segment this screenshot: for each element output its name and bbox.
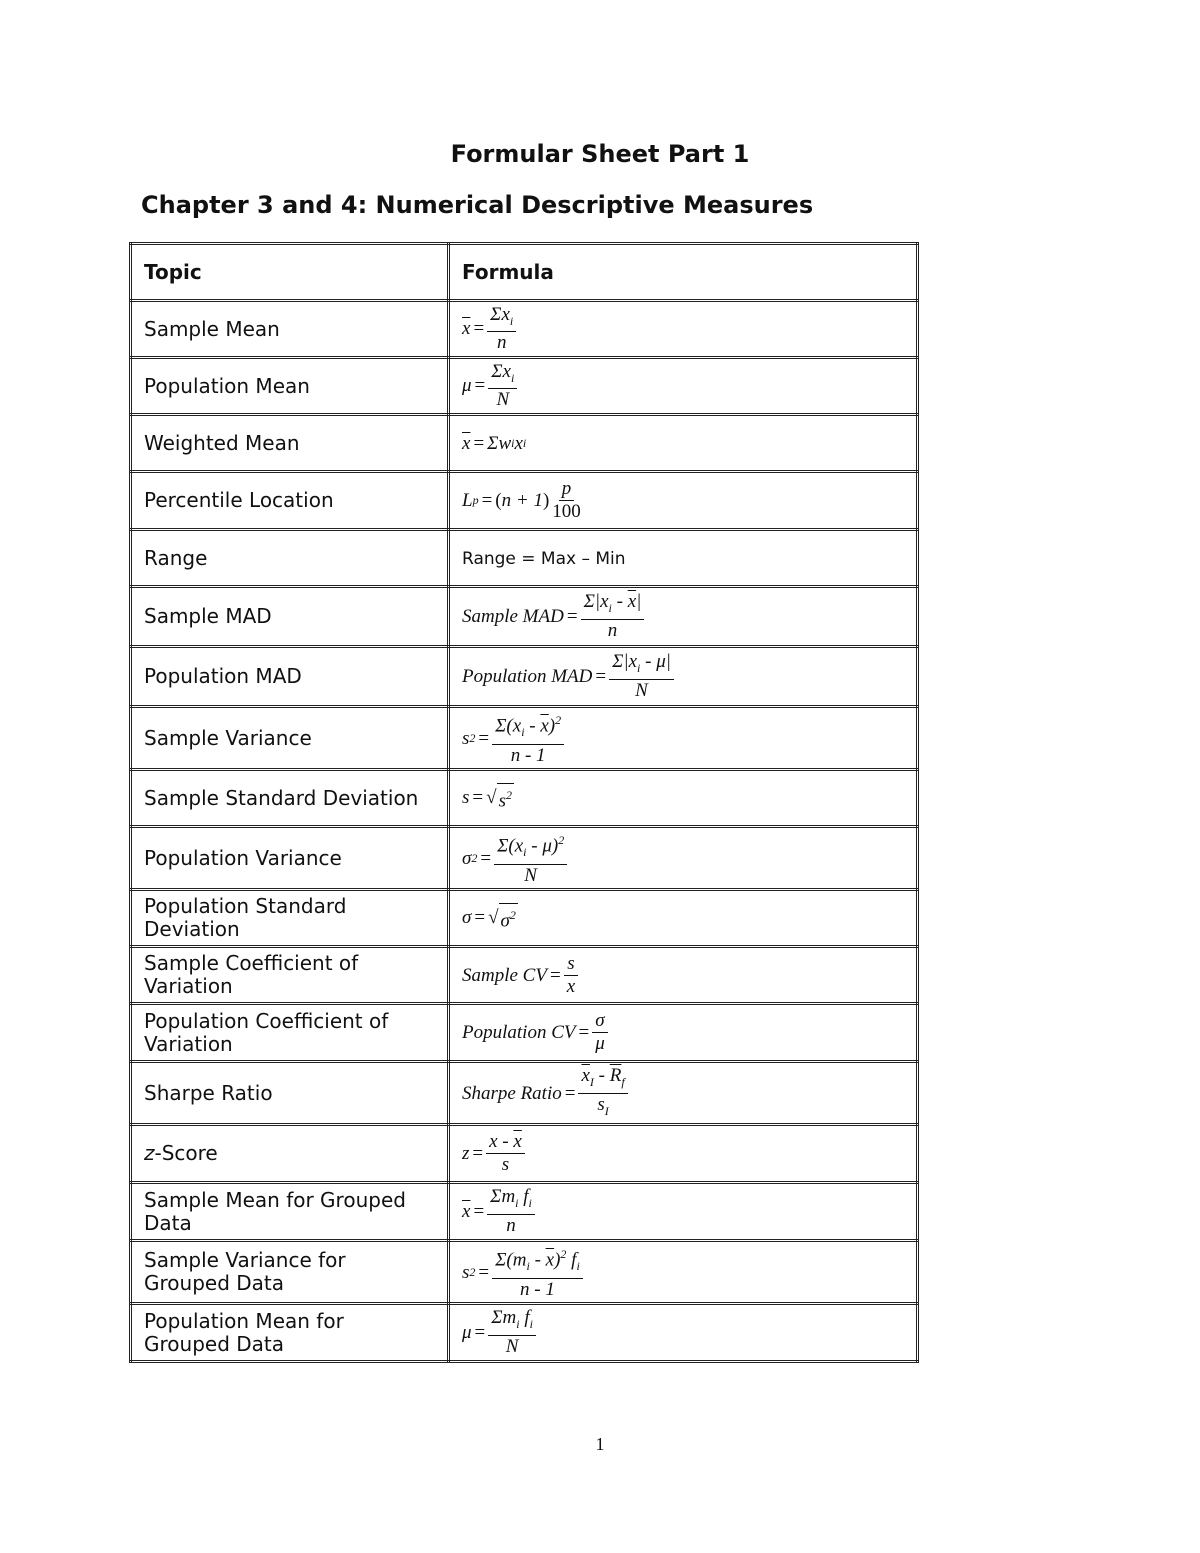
table-row <box>131 358 918 415</box>
formula-cell <box>449 415 918 472</box>
formula-cell <box>449 707 918 770</box>
table-row <box>131 415 918 472</box>
formula-population-mean: μ = $\frac{\Sigma x_i}{N}$ <box>462 362 517 411</box>
formula-sample-sd: s = √ $s^2$ <box>462 783 514 812</box>
topic-cell: Sample Mean for Grouped Data <box>131 1183 449 1241</box>
table-row <box>131 472 918 530</box>
table-row <box>131 827 918 890</box>
formula-cell <box>449 827 918 890</box>
table-row <box>131 1125 918 1183</box>
formula-cell <box>449 587 918 647</box>
topic-cell: z-Score <box>131 1125 449 1183</box>
formula-grouped-sample-variance: s 2 = $\frac{\Sigma(m_i - \overline{x})^2 f_i}{n - 1}$ <box>462 1244 583 1299</box>
formula-sample-mad: Sample MAD = $\frac{\Sigma|x_i - \overline{x}|}{n}$ <box>462 592 644 641</box>
table-row <box>131 1062 918 1125</box>
topic-cell: Population MAD <box>131 647 449 707</box>
page-title: Formular Sheet Part 1 <box>450 140 750 168</box>
formula-cell <box>449 1304 918 1362</box>
topic-cell: Population Mean for Grouped Data <box>131 1304 449 1362</box>
formula-cell <box>449 890 918 947</box>
formula-population-sd: σ = √ $\sigma^2$ <box>462 903 518 932</box>
topic-cell: Sample Coefficient of Variation <box>131 947 449 1004</box>
topic-cell: Sample Mean <box>131 301 449 358</box>
table-row <box>131 947 918 1004</box>
formula-cell <box>449 1241 918 1304</box>
table-row <box>131 890 918 947</box>
topic-cell: Range <box>131 530 449 587</box>
table-row <box>131 1004 918 1062</box>
formula-cell <box>449 1125 918 1183</box>
formula-table <box>129 242 919 1363</box>
topic-cell: Population Mean <box>131 358 449 415</box>
table-row <box>131 1241 918 1304</box>
formula-cell <box>449 301 918 358</box>
table-row <box>131 530 918 587</box>
formula-grouped-sample-mean: $\overline{x}$ = $\frac{\Sigma m_i f_i}{n}$ <box>462 1187 535 1236</box>
topic-cell: Sample Standard Deviation <box>131 770 449 827</box>
formula-cell <box>449 1004 918 1062</box>
topic-cell: Sample MAD <box>131 587 449 647</box>
page-number: 1 <box>595 1434 605 1454</box>
formula-sharpe-ratio: Sharpe Ratio = $\frac{\overline{x}_I - \overline{R}_f}{s_I}$ <box>462 1066 628 1121</box>
table-row <box>131 301 918 358</box>
formula-cell <box>449 947 918 1004</box>
formula-sample-cv: Sample CV = $\frac{s}{x}$ <box>462 954 578 997</box>
header-formula: Formula <box>449 244 918 301</box>
chapter-heading: Chapter 3 and 4: Numerical Descriptive Measures <box>141 191 814 219</box>
topic-cell: Population Coefficient of Variation <box>131 1004 449 1062</box>
table-row <box>131 1304 918 1362</box>
topic-cell: Population Variance <box>131 827 449 890</box>
formula-cell <box>449 472 918 530</box>
formula-grouped-population-mean: μ = $\frac{\Sigma m_i f_i}{N}$ <box>462 1308 536 1357</box>
table-header-row <box>131 244 918 301</box>
formula-cell <box>449 770 918 827</box>
table-row <box>131 647 918 707</box>
formula-cell <box>449 647 918 707</box>
topic-cell: Sample Variance for Grouped Data <box>131 1241 449 1304</box>
formula-cell <box>449 358 918 415</box>
table-row <box>131 1183 918 1241</box>
formula-percentile-location: L p = ( n + 1 ) $\frac{p}{100}$ <box>462 478 581 522</box>
formula-range: Range = Max – Min <box>462 548 626 569</box>
formula-z-score: z = $\frac{x - \overline{x}}{s}$ <box>462 1132 525 1175</box>
header-topic: Topic <box>131 244 449 301</box>
formula-population-mad: Population MAD = $\frac{\Sigma|x_i - \mu|}{N}$ <box>462 652 674 701</box>
formula-sample-variance: s 2 = $\frac{\Sigma(x_i - \overline{x})^2}{n - 1}$ <box>462 710 564 765</box>
formula-cell <box>449 1062 918 1125</box>
formula-weighted-mean: $\overline{x}$ = Σw i x i <box>462 433 527 454</box>
topic-cell: Sharpe Ratio <box>131 1062 449 1125</box>
topic-cell: Sample Variance <box>131 707 449 770</box>
table-row <box>131 707 918 770</box>
formula-sample-mean: $\overline{x}$ = $\frac{\Sigma x_i}{n}$ <box>462 305 516 354</box>
formula-cell <box>449 1183 918 1241</box>
topic-cell: Weighted Mean <box>131 415 449 472</box>
topic-cell: Percentile Location <box>131 472 449 530</box>
table-row <box>131 770 918 827</box>
formula-population-variance: σ 2 = $\frac{\Sigma(x_i - \mu)^2}{N}$ <box>462 830 567 885</box>
formula-cell <box>449 530 918 587</box>
table-row <box>131 587 918 647</box>
topic-cell: Population Standard Deviation <box>131 890 449 947</box>
formula-population-cv: Population CV = $\frac{\sigma}{\mu}$ <box>462 1011 608 1054</box>
